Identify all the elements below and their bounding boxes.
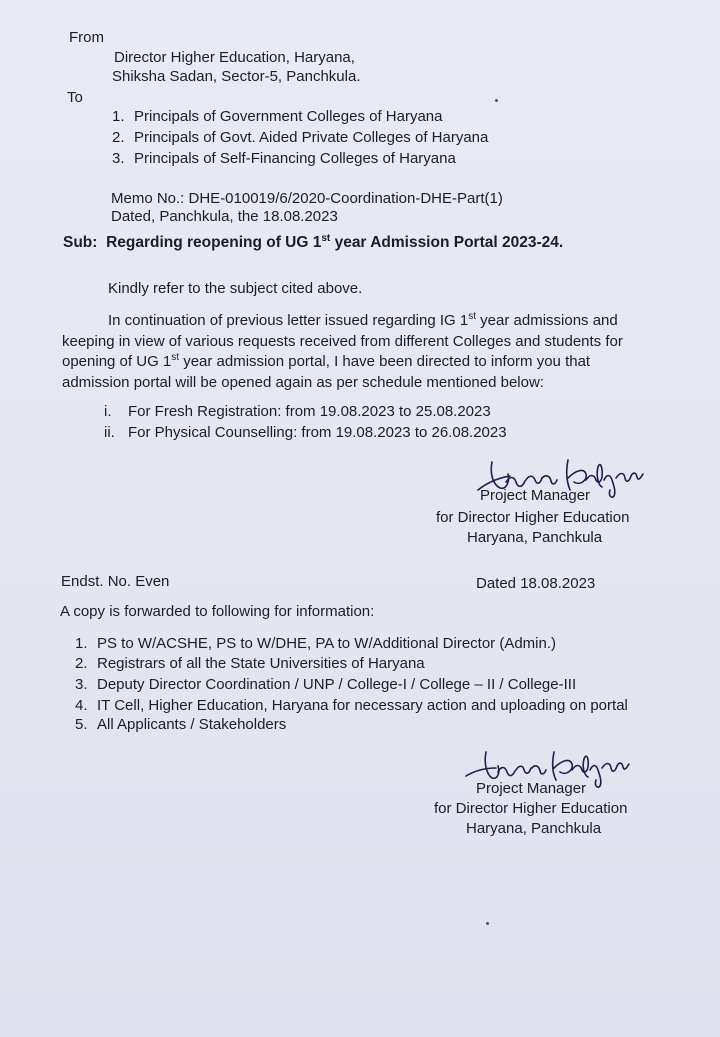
from-label: From bbox=[69, 29, 104, 46]
subject-text-end: year Admission Portal 2023-24. bbox=[330, 234, 564, 251]
copy-text: IT Cell, Higher Education, Haryana for necessary action and uploading on portal bbox=[97, 697, 628, 714]
signature-2-line3: Haryana, Panchkula bbox=[466, 820, 602, 837]
schedule-number: ii. bbox=[104, 424, 115, 441]
recipient-text: Principals of Self-Financing Colleges of Haryana bbox=[134, 150, 456, 167]
copy-number: 5. bbox=[75, 716, 88, 733]
recipient-item bbox=[112, 150, 456, 168]
body-paragraph bbox=[62, 311, 652, 393]
schedule-item bbox=[104, 424, 507, 442]
signature-1-line3: Haryana, Panchkula bbox=[467, 529, 603, 546]
recipient-text: Principals of Government Colleges of Haryana bbox=[134, 108, 443, 125]
signature-2-title: Project Manager bbox=[476, 780, 587, 797]
copy-text: PS to W/ACSHE, PS to W/DHE, PA to W/Additional Director (Admin.) bbox=[97, 635, 557, 652]
copy-number: 2. bbox=[75, 655, 88, 672]
refer-line: Kindly refer to the subject cited above. bbox=[108, 280, 363, 297]
recipient-item bbox=[112, 108, 442, 126]
body-part-3: year admission portal, I have been directed to inform you that admission portal will be opened again as per schedule mentioned below: bbox=[62, 353, 591, 391]
signature-1-line2: for Director Higher Education bbox=[436, 509, 630, 526]
schedule-text: For Fresh Registration: from 19.08.2023 to 25.08.2023 bbox=[128, 403, 491, 420]
copy-intro: A copy is forwarded to following for information: bbox=[60, 603, 375, 620]
copy-number: 1. bbox=[75, 635, 88, 652]
subject-line bbox=[63, 234, 563, 252]
recipient-number: 1. bbox=[112, 108, 125, 125]
signature-1-title: Project Manager bbox=[480, 487, 591, 504]
subject-label: Sub: bbox=[63, 234, 98, 251]
from-line-1: Director Higher Education, Haryana, bbox=[114, 49, 355, 66]
recipient-item bbox=[112, 129, 488, 147]
from-line-2: Shiksha Sadan, Sector-5, Panchkula. bbox=[112, 68, 361, 85]
recipient-number: 3. bbox=[112, 150, 125, 167]
endst-number: Endst. No. Even bbox=[61, 573, 170, 590]
recipient-number: 2. bbox=[112, 129, 125, 146]
body-sup-2: st bbox=[171, 352, 180, 363]
copy-item bbox=[75, 635, 556, 653]
copy-text: Deputy Director Coordination / UNP / College-I / College – II / College-III bbox=[97, 676, 577, 693]
memo-number: Memo No.: DHE-010019/6/2020-Coordination-DHE-Part(1) bbox=[111, 190, 503, 207]
to-label: To bbox=[67, 89, 83, 106]
schedule-text: For Physical Counselling: from 19.08.2023 to 26.08.2023 bbox=[128, 424, 507, 441]
copy-item bbox=[75, 716, 286, 734]
body-sup-1: st bbox=[468, 311, 476, 322]
endst-dated: Dated 18.08.2023 bbox=[476, 575, 596, 592]
copy-number: 4. bbox=[75, 697, 88, 714]
paper-speck bbox=[486, 922, 489, 925]
recipient-text: Principals of Govt. Aided Private Colleges of Haryana bbox=[134, 129, 489, 146]
copy-item bbox=[75, 697, 628, 715]
subject-sup: st bbox=[321, 232, 331, 244]
copy-text: Registrars of all the State Universities of Haryana bbox=[97, 655, 425, 672]
paper-speck bbox=[495, 99, 498, 102]
memo-dated: Dated, Panchkula, the 18.08.2023 bbox=[111, 208, 338, 225]
body-part-2: year admissions and keeping in view of various requests received from different Colleges and students for opening of UG 1 bbox=[62, 312, 623, 370]
signature-2-line2: for Director Higher Education bbox=[434, 800, 628, 817]
subject-text-start: Regarding reopening of UG 1 bbox=[106, 234, 322, 251]
copy-text: All Applicants / Stakeholders bbox=[97, 716, 287, 733]
copy-number: 3. bbox=[75, 676, 88, 693]
schedule-number: i. bbox=[104, 403, 112, 420]
body-part-1: In continuation of previous letter issued regarding IG 1 bbox=[108, 312, 469, 329]
schedule-item bbox=[104, 403, 491, 421]
copy-item bbox=[75, 676, 576, 694]
copy-item bbox=[75, 655, 425, 673]
